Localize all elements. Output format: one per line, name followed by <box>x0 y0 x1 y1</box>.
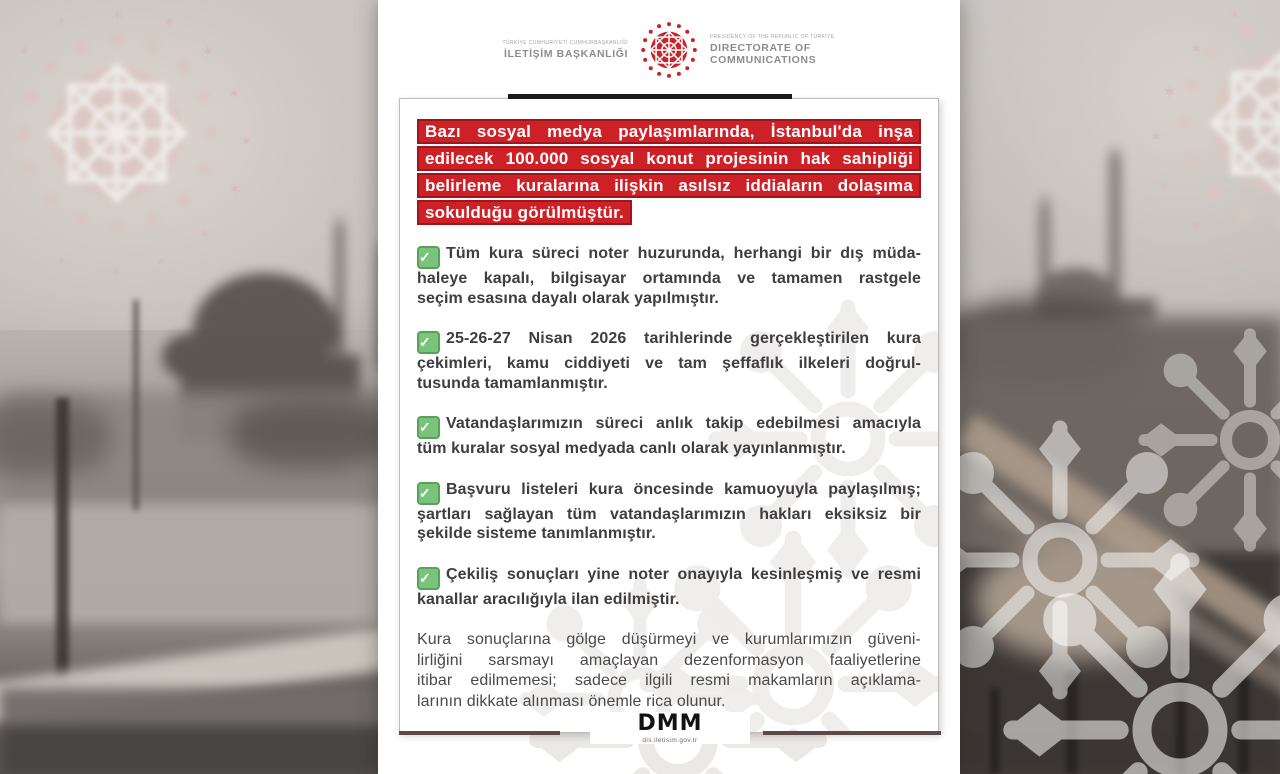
top-accent-bar <box>508 94 792 99</box>
text-line: kanallar aracılığıyla ilan edilmiştir. <box>417 590 680 608</box>
bottom-rule-right <box>763 731 941 735</box>
announcement-panel <box>378 0 960 774</box>
org-name-turkish: TÜRKİYE CUMHURİYETİ CUMHURBAŞKANLIĞI İLETİŞİM BAŞKANLIĞI <box>458 40 628 60</box>
road-shadow <box>0 726 390 774</box>
trees-silhouette <box>230 398 390 468</box>
check-icon: ✓ <box>417 331 440 354</box>
bullet-paragraph <box>417 480 921 544</box>
bullet-paragraph <box>417 414 921 459</box>
star-icon <box>200 42 215 63</box>
bullet-paragraph <box>417 244 921 308</box>
closing-paragraph <box>417 630 921 712</box>
lamp-post <box>133 300 139 510</box>
bullet-list <box>417 244 921 712</box>
headline-block <box>417 119 921 227</box>
star-icon <box>1162 82 1177 103</box>
text-line: lirliğini sarsmayı amaçlayan dezenformasyon faaliyetlerine <box>417 651 921 669</box>
statement-card <box>399 98 939 733</box>
statement-content <box>417 119 921 712</box>
org-name-small: PRESIDENCY OF THE REPUBLIC OF TÜRKİYE <box>710 34 835 40</box>
star-icon <box>1188 216 1202 236</box>
star-icon <box>1226 248 1239 266</box>
text-line: ✓ 25-26-27 Nisan 2026 tarihlerinde gerçekleştirilen kura <box>417 329 921 354</box>
lamp-post <box>56 398 69 703</box>
star-icon <box>55 12 68 30</box>
text-line: ✓ Başvuru listeleri kura öncesinde kamuoyuyla paylaşılmış; <box>417 480 921 505</box>
trees-silhouette <box>0 400 110 475</box>
star-icon <box>240 132 253 150</box>
bullet-paragraph <box>417 565 921 610</box>
star-icon <box>1228 6 1241 24</box>
faint-seal-icon <box>1168 8 1280 238</box>
star-icon <box>1150 128 1163 146</box>
text-line: larının dikkate alınması önemle rica olunur. <box>417 692 726 710</box>
org-name-english: PRESIDENCY OF THE REPUBLIC OF TÜRKİYE DIRECTORATE OF COMMUNICATIONS <box>710 34 880 66</box>
text-line: seçim esasına dayalı olarak yapılmıştır. <box>417 289 719 307</box>
star-icon <box>163 13 176 31</box>
bullet-paragraph <box>417 329 921 393</box>
mosque-silhouette-icon <box>1018 148 1168 323</box>
check-icon: ✓ <box>417 246 440 269</box>
star-icon <box>228 85 241 103</box>
text-line: ✓ Tüm kura süreci noter huzurunda, herhangi bir dış müda- <box>417 244 921 269</box>
star-icon <box>18 42 31 60</box>
check-icon: ✓ <box>417 567 440 590</box>
presidency-communications-seal-icon <box>639 20 699 80</box>
headline-line: sokulduğu görülmüştür. <box>417 200 632 225</box>
text-line: şartları sağlayan tüm vatandaşlarımızın hakları eksiksiz bir <box>417 505 921 523</box>
text-line: ✓ Vatandaşlarımızın süreci anlık takip edebilmesi amacıyla <box>417 414 921 439</box>
ornament-star-icon <box>1130 320 1280 560</box>
text-line: haleye kapalı, bilgisayar ortamında ve tamamen rastgele <box>417 270 921 287</box>
org-name-small: TÜRKİYE CUMHURİYETİ CUMHURBAŞKANLIĞI <box>502 40 628 46</box>
dmm-logo-text: DMM <box>637 711 703 736</box>
check-icon: ✓ <box>417 482 440 505</box>
star-icon <box>228 180 242 200</box>
star-icon <box>110 5 125 26</box>
dmm-logo <box>590 712 750 744</box>
check-icon: ✓ <box>417 416 440 439</box>
star-icon <box>108 262 123 283</box>
text-line: çekimleri, kamu ciddiyeti ve tam şeffaflık ilkeleri doğrul- <box>417 355 921 372</box>
dmm-website: dis.iletisim.gov.tr <box>642 737 698 744</box>
header <box>378 0 960 96</box>
text-line: tusunda tamamlanmıştır. <box>417 374 608 392</box>
headline-line: edilecek 100.000 sosyal konut projesinin hak sahipliği <box>417 146 921 171</box>
text-line: Kura sonuçlarına gölge düşürmeyi ve kurumlarımızın güveni- <box>417 631 921 648</box>
text-line: şekilde sisteme tanımlanmıştır. <box>417 525 656 542</box>
ornament-star-icon <box>990 540 1280 774</box>
headline-line: Bazı sosyal medya paylaşımlarında, İstanbul'da inşa <box>417 119 921 144</box>
text-line: tüm kuralar sosyal medyada canlı olarak yayınlanmıştır. <box>417 440 846 457</box>
star-icon <box>1190 40 1203 58</box>
headline-line: belirleme kuralarına ilişkin asılsız iddiaların dolaşıma <box>417 173 921 198</box>
text-line: itibar edilmemesi; sadece ilgili resmi makamların açıklama- <box>417 672 921 689</box>
star-icon <box>55 252 68 270</box>
bottom-rule-left <box>399 731 560 735</box>
text-line: ✓ Çekiliş sonuçları yine noter onayıyla kesinleşmiş ve resmi <box>417 565 921 590</box>
